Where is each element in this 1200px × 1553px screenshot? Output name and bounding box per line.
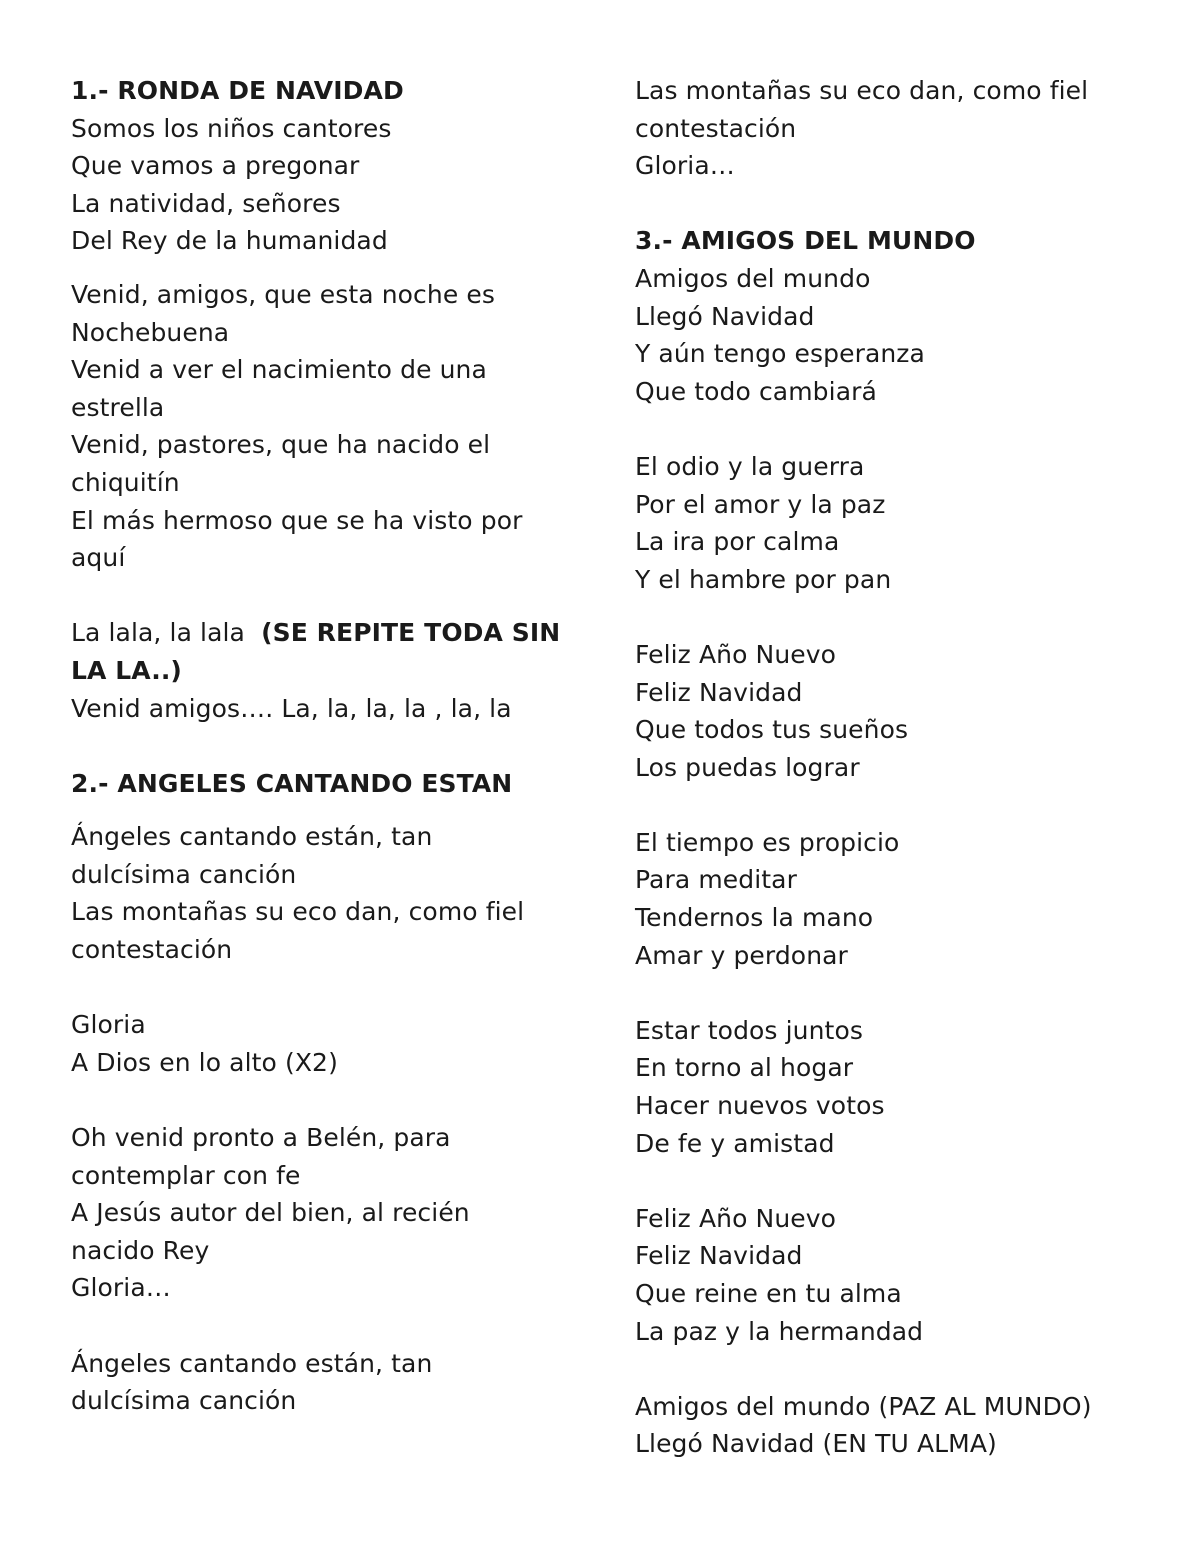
lyric-line: Amigos del mundo (PAZ AL MUNDO)	[635, 1391, 1092, 1421]
lyric-line: chiquitín	[71, 467, 180, 497]
lyric-line: Que vamos a pregonar	[71, 151, 360, 181]
lyric-line: contestación	[71, 935, 233, 965]
lyric-line: Venid amigos…. La, la, la, la , la, la	[71, 693, 512, 723]
lyric-line: Ángeles cantando están, tan	[71, 822, 433, 852]
chorus-line	[71, 614, 561, 652]
lyric-line: contestación	[635, 113, 797, 143]
lyric-line: La natividad, señores	[71, 188, 341, 218]
lyric-line: Las montañas su eco dan, como fiel	[635, 76, 1089, 105]
lyric-line: Por el amor y la paz	[635, 489, 886, 519]
lyric-line: En torno al hogar	[635, 1053, 854, 1083]
lyric-line: contemplar con fe	[71, 1160, 301, 1190]
chorus-text: La lala, la lala	[71, 618, 262, 648]
lyric-line: Estar todos juntos	[635, 1015, 863, 1045]
lyric-line: Llegó Navidad	[635, 301, 815, 331]
lyric-line: La paz y la hermandad	[635, 1316, 924, 1346]
lyric-line: Venid a ver el nacimiento de una	[71, 355, 487, 385]
repeat-note: LA LA..)	[71, 655, 182, 685]
right-column	[635, 72, 1135, 1463]
lyric-line: Feliz Navidad	[635, 1241, 803, 1271]
lyric-line: Oh venid pronto a Belén, para	[71, 1123, 451, 1153]
lyric-line: Las montañas su eco dan, como fiel	[71, 897, 525, 927]
lyric-line: El tiempo es propicio	[635, 827, 900, 857]
lyric-line: A Jesús autor del bien, al recién	[71, 1198, 470, 1228]
lyric-line: Para meditar	[635, 865, 797, 895]
lyric-line: Tendernos la mano	[635, 903, 874, 933]
lyric-line: Venid, amigos, que esta noche es	[71, 279, 495, 309]
lyric-line: Y el hambre por pan	[635, 564, 892, 594]
lyric-line: La ira por calma	[635, 527, 840, 557]
lyric-line: dulcísima canción	[71, 859, 297, 889]
lyric-line: Hacer nuevos votos	[635, 1091, 885, 1121]
lyric-line: aquí	[71, 543, 126, 573]
lyric-line: Amigos del mundo	[635, 263, 871, 293]
lyric-line: Somos los niños cantores	[71, 113, 392, 143]
song-title: 1.- RONDA DE NAVIDAD	[71, 76, 404, 105]
lyric-line: Feliz Año Nuevo	[635, 639, 837, 669]
lyric-line: Feliz Año Nuevo	[635, 1203, 837, 1233]
lyric-line: Amar y perdonar	[635, 940, 848, 970]
lyric-line: Que todo cambiará	[635, 376, 877, 406]
lyric-line: A Dios en lo alto (X2)	[71, 1047, 338, 1077]
lyric-line: Ángeles cantando están, tan	[71, 1348, 433, 1378]
lyric-line: nacido Rey	[71, 1235, 210, 1265]
lyric-line: Que todos tus sueños	[635, 715, 909, 745]
lyric-line: Del Rey de la humanidad	[71, 226, 388, 256]
lyric-line: dulcísima canción	[71, 1386, 297, 1416]
repeat-note: (SE REPITE TODA SIN	[261, 618, 561, 648]
lyric-line: Feliz Navidad	[635, 677, 803, 707]
lyric-line: Los puedas lograr	[635, 752, 860, 782]
lyric-line: Que reine en tu alma	[635, 1279, 902, 1308]
lyric-line: Gloria…	[635, 151, 735, 181]
lyric-line: Llegó Navidad (EN TU ALMA)	[635, 1429, 997, 1459]
lyric-line: De fe y amistad	[635, 1128, 835, 1158]
lyric-line: Nochebuena	[71, 317, 230, 347]
lyric-line: Y aún tengo esperanza	[635, 339, 925, 369]
lyric-line: El más hermoso que se ha visto por	[71, 505, 523, 535]
left-column	[71, 72, 561, 1420]
lyric-line: Gloria	[71, 1010, 146, 1040]
lyric-line: El odio y la guerra	[635, 451, 865, 481]
lyric-line: Gloria…	[71, 1273, 171, 1303]
lyric-line: Venid, pastores, que ha nacido el	[71, 430, 491, 460]
lyric-line: estrella	[71, 392, 165, 422]
song-title: 2.- ANGELES CANTANDO ESTAN	[71, 768, 513, 798]
song-title: 3.- AMIGOS DEL MUNDO	[635, 226, 976, 256]
